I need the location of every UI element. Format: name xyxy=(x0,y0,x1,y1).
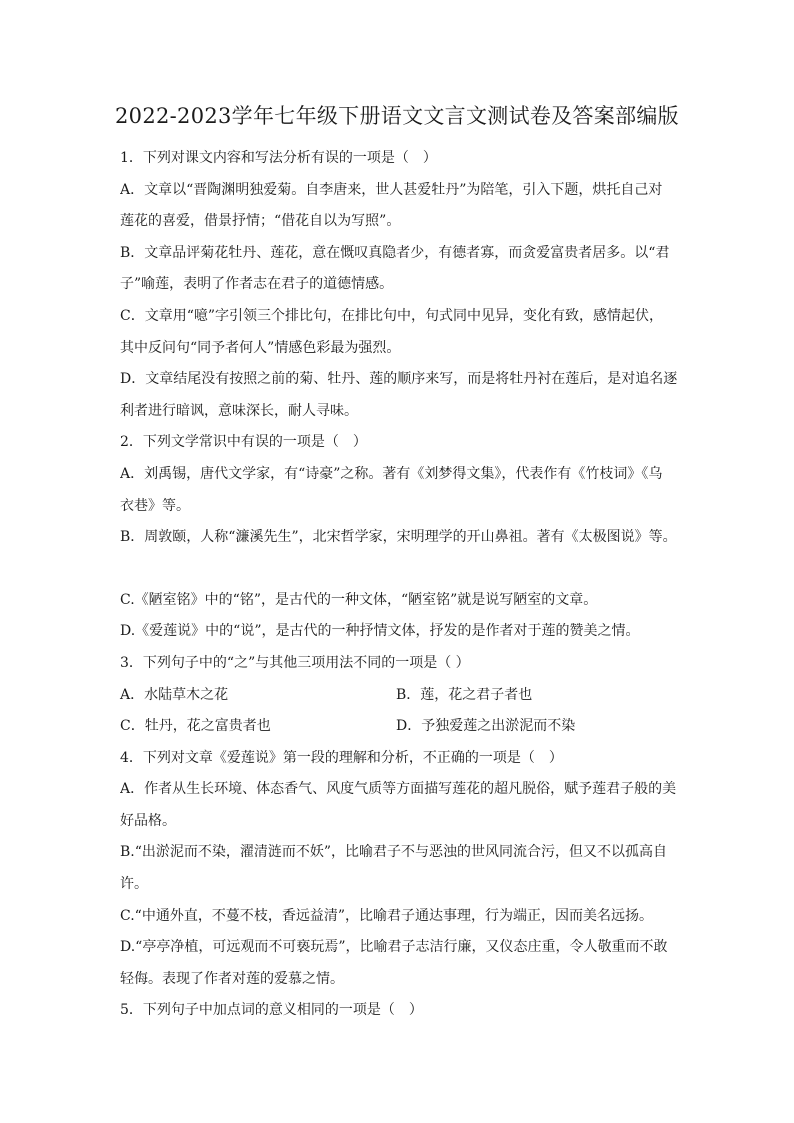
question-3-option-b: B．莲，花之君子者也 xyxy=(396,686,533,703)
question-1-option-a-line-2: 莲花的喜爱，借景抒情；“借花自以为写照”。 xyxy=(120,213,401,230)
question-3-option-c: C．牡丹，花之富贵者也 xyxy=(120,718,271,735)
question-2-option-b-line-1: B．周敦颐，人称“濂溪先生”，北宋哲学家，宋明理学的开山鼻祖。著有《太极图说》等。 xyxy=(120,529,677,546)
question-5-stem: 5．下列句子中加点词的意义相同的一项是（ ） xyxy=(120,1002,423,1019)
question-4-option-b-line-2: 许。 xyxy=(120,876,148,893)
question-1-option-d-line-2: 利者进行暗讽，意味深长，耐人寻味。 xyxy=(120,402,358,419)
question-2-option-d-line-1: D.《爱莲说》中的“说”，是古代的一种抒情文体，抒发的是作者对于莲的赞美之情。 xyxy=(120,623,640,640)
question-4-stem: 4．下列对文章《爱莲说》第一段的理解和分析，不正确的一项是（ ） xyxy=(120,749,563,766)
question-1-option-c-line-2: 其中反问句“同予者何人”情感色彩最为强烈。 xyxy=(120,339,401,356)
question-1-stem: 1．下列对课文内容和写法分析有误的一项是（ ） xyxy=(120,150,437,166)
question-4-option-b-line-1: B.“出淤泥而不染，濯清涟而不妖”，比喻君子不与恶浊的世风同流合污，但又不以孤高自 xyxy=(120,844,668,861)
question-3-option-d: D．予独爱莲之出淤泥而不染 xyxy=(396,718,576,735)
question-1-option-c-line-1: C．文章用“噫”字引领三个排比句，在排比句中，句式同中见异，变化有致，感情起伏， xyxy=(120,307,664,324)
question-3-stem: 3．下列句子中的“之”与其他三项用法不同的一项是（ ） xyxy=(120,654,470,671)
question-3-option-a: A．水陆草木之花 xyxy=(120,686,229,703)
question-1-option-b-line-1: B．文章品评菊花牡丹、莲花，意在慨叹真隐者少，有德者寡，而贪爱富贵者居多。以“君 xyxy=(120,244,670,261)
question-2-option-c-line-1: C.《陋室铭》中的“铭”，是古代的一种文体，“陋室铭”就是说写陋室的文章。 xyxy=(120,591,598,608)
question-4-option-d-line-2: 轻侮。表现了作者对莲的爱慕之情。 xyxy=(120,970,344,987)
question-3-options-row-2 xyxy=(120,711,678,743)
question-2-option-a-line-1: A．刘禹锡，唐代文学家，有“诗豪”之称。著有《刘梦得文集》，代表作有《竹枝词》《乌 xyxy=(120,465,663,482)
question-2-stem: 2．下列文学常识中有误的一项是（ ） xyxy=(120,434,367,451)
question-1-option-a-line-1: A．文章以“晋陶渊明独爱菊。自李唐来，世人甚爱牡丹”为陪笔，引入下题，烘托自己对 xyxy=(120,181,663,198)
question-1-option-b-line-2: 子”喻莲，表明了作者志在君子的道德情感。 xyxy=(120,276,394,293)
document-title: 2022-2023学年七年级下册语文文言文测试卷及答案部编版 xyxy=(115,104,679,128)
document-content xyxy=(120,143,678,1027)
question-4-option-c-line-1: C.“中通外直，不蔓不枝，香远益清”，比喻君子通达事理，行为端正，因而美名远扬。 xyxy=(120,907,653,924)
question-4-option-a-line-2: 好品格。 xyxy=(120,812,176,829)
question-3-options-row-1 xyxy=(120,680,678,712)
question-2-option-a-line-2: 衣巷》等。 xyxy=(120,497,190,514)
question-1-option-d-line-1: D．文章结尾没有按照之前的菊、牡丹、莲的顺序来写，而是将牡丹衬在莲后，是对追名逐 xyxy=(120,371,678,388)
question-4-option-d-line-1: D.“亭亭净植，可远观而不可亵玩焉”，比喻君子志洁行廉，又仪态庄重，令人敬重而不敢 xyxy=(120,939,668,956)
blank-line xyxy=(120,554,678,585)
question-4-option-a-line-1: A．作者从生长环境、体态香气、风度气质等方面描写莲花的超凡脱俗，赋予莲君子般的美 xyxy=(120,781,677,798)
